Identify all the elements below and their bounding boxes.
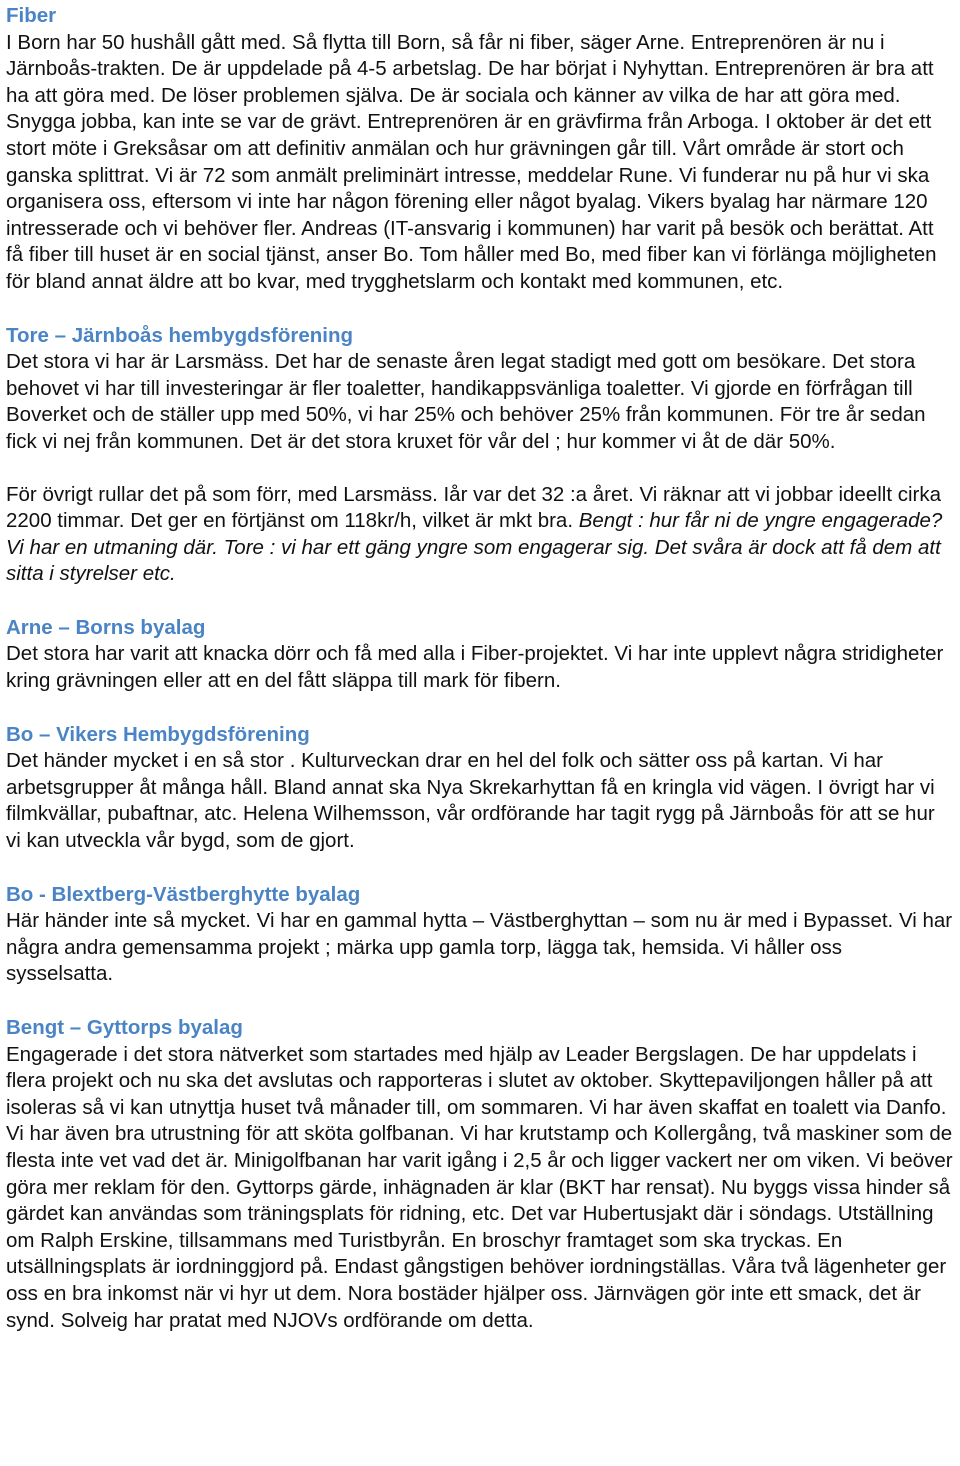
section-bo-vikers [6, 722, 954, 855]
section-heading: Bengt – Gyttorps byalag [6, 1016, 243, 1039]
section-paragraph: I Born har 50 hushåll gått med. Så flytta till Born, så får ni fiber, säger Arne. Entreprenören är nu i Järnboås-trakten. De är uppdelade på 4-5 arbetslag. De har börjat i Nyhyttan. Entreprenören är bra att ha att göra med. De löser problemen själva. De är sociala och känner av vilka de har att göra med. Snygga jobba, kan inte se var de grävt. Entreprenören är en grävfirma från Arboga. I oktober är det ett stort möte i Greksåsar om att definitiv anmälan och hur grävningen går till. Vårt område är stort och ganska splittrat. Vi är 72 som anmält preliminärt intresse, meddelar Rune. Vi funderar nu på hur vi ska organisera oss, eftersom vi inte har någon förening eller något byalag. Vikers byalag har närmare 120 intresserade och vi behöver fler. Andreas (IT-ansvarig i kommunen) har varit på besök och berättat. Att få fiber till huset är en social tjänst, anser Bo. Tom håller med Bo, med fiber kan vi förlänga möjligheten för bland annat äldre att bo kvar, med trygghetslarm och kontakt med kommunen, etc. [6, 30, 937, 293]
section-heading: Bo – Vikers Hembygdsförening [6, 722, 310, 746]
section-paragraph [6, 482, 954, 588]
section-paragraph: Det händer mycket i en så stor . Kulturveckan drar en hel del folk och sätter oss på kartan. Vi har arbetsgrupper åt många håll. Bland annat ska Nya Skrekarhyttan få en kringla vid vägen. I övrigt har vi filmkvällar, pubaftnar, atc. Helena Wilhemsson, vår ordförande har tagit rygg på Järnboås för att se hur vi kan utveckla vår bygd, som de gjort. [6, 749, 935, 853]
section-heading: Tore – Järnboås hembygdsförening [6, 323, 354, 347]
section-paragraph: Det stora har varit att knacka dörr och få med alla i Fiber-projektet. Vi har inte upplevt några stridigheter kring grävningen eller att en del fått släppa till mark för fibern. [6, 642, 944, 693]
section-bengt-gyttorps [6, 1015, 954, 1334]
section-paragraph: Engagerade i det stora nätverket som startades med hjälp av Leader Bergslagen. De har uppdelats i flera projekt och nu ska det avslutas och rapporteras i slutet av oktober. Skyttepaviljongen håller på att isoleras så vi kan utnyttja huset två månader till, om sommaren. Vi har även skaffat en toalett via Danfo. Vi har även bra utrustning för att sköta golfbanan. Vi har krutstamp och Kollergång, två maskiner som de flesta inte vet vad det är. Minigolfbanan har varit igång i 2,5 år och ligger vackert ner om viken. Vi beöver göra mer reklam för den. Gyttorps gärde, inhägnaden är klar (BKT har rensat). Nu byggs vissa hinder så gärdet kan användas som träningsplats för ridning, etc. Det var Hubertusjakt där i söndags. Utställning om Ralph Erskine, tillsammans med Turistbyrån. En broschyr framtaget som ska tryckas. En utsällningsplats är iordninggjord på. Endast gångstigen behöver iordningställas. Våra två lägenheter ger oss en bra inkomst när vi hyr ut dem. Nora bostäder hjälper oss. Järnvägen gör inte ett smack, det är synd. Solveig har pratat med NJOVs ordförande om detta. [6, 1042, 953, 1332]
section-heading: Fiber [6, 4, 57, 27]
section-tore-jarnboas [6, 323, 954, 588]
section-arne-borns [6, 615, 954, 695]
paragraph-italic-text: Bengt : hur får ni de yngre engagerade? Vi har en utmaning där. Tore : vi har ett gäng yngre som engagerar sig. Det svåra är dock att få dem att sitta i styrelser etc. [6, 509, 943, 586]
section-heading: Arne – Borns byalag [6, 615, 206, 639]
paragraph-text: För övrigt rullar det på som förr, med Larsmäss. Iår var det 32 :a året. Vi räknar att vi jobbar ideellt cirka 2200 timmar. Det ger en förtjänst om 118kr/h, vilket är mkt bra. [6, 482, 942, 533]
section-paragraph: Det stora vi har är Larsmäss. Det har de senaste åren legat stadigt med gott om besökare. Det stora behovet vi har till investeringar är fler toaletter, handikappsvänliga toaletter. Vi gjorde en förfrågan till Boverket och de ställer upp med 50%, vi har 25% och behöver 25% från kommunen. För tre år sedan fick vi nej från kommunen. Det är det stora kruxet för vår del ; hur kommer vi åt de där 50%. [6, 350, 926, 453]
section-heading: Bo - Blextberg-Västberghytte byalag [6, 882, 361, 906]
section-paragraph: Här händer inte så mycket. Vi har en gammal hytta – Västberghyttan – som nu är med i Bypasset. Vi har några andra gemensamma projekt ; märka upp gamla torp, lägga tak, hemsida. Vi håller oss sysselsatta. [6, 909, 953, 986]
section-fiber [6, 3, 954, 296]
section-bo-blextberg [6, 882, 954, 988]
